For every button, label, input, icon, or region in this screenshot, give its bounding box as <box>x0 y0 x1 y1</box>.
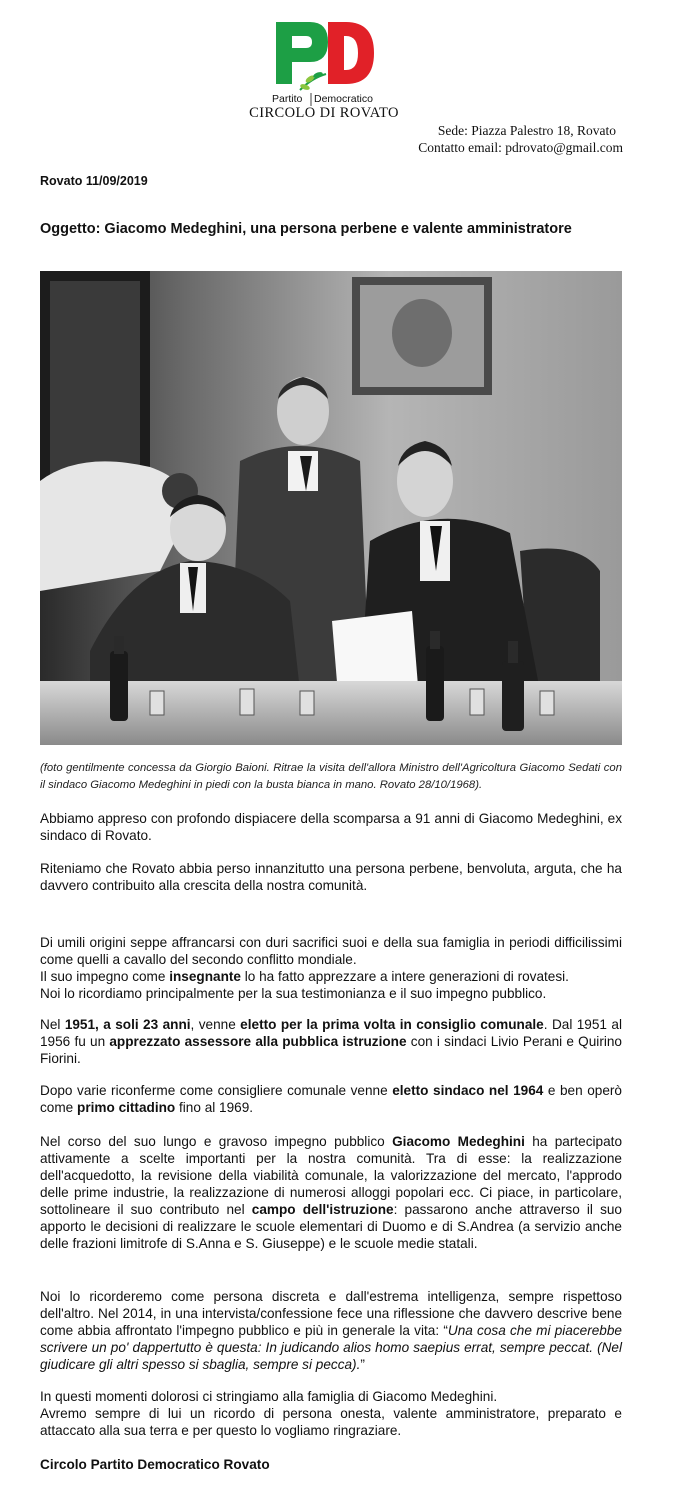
momenti-line2: Avremo sempre di lui un ricordo di persona onesta, valente amministratore, preparato e attaccato alla sua terra e per questo lo vogliamo ringraziare. <box>40 1406 622 1438</box>
paragraph-riteniamo: Riteniamo che Rovato abbia perso innanzitutto una persona perbene, benvoluta, arguta, che ha davvero contribuito alla crescita della nostra comunità. <box>40 861 622 893</box>
logo-text-partito: Partito <box>272 93 303 105</box>
caption-text: foto gentilmente concessa da Giorgio Baioni. Ritrae la visita dell'allora Ministro dell'Agricoltura Giacomo Sedati con il sindaco Giacomo Medeghini in piedi con la busta bianca in mano. Rovato 28/10/1968 <box>40 762 622 791</box>
caption-open: ( <box>40 762 44 774</box>
origini-line1: Di umili origini seppe affrancarsi con duri sacrifici suoi e della sua famiglia in periodi difficilissimi come quelli a cavallo del secondo conflitto mondiale. <box>40 935 622 967</box>
paragraph-momenti <box>40 1388 622 1439</box>
date-line: Rovato 11/09/2019 <box>40 174 148 188</box>
subject-line: Oggetto: Giacomo Medeghini, una persona perbene e valente amministratore <box>40 221 572 237</box>
origini-line3: Noi lo ricordiamo principalmente per la sua testimonianza e il suo impegno pubblico. <box>40 986 547 1001</box>
paragraph-riconferme: Dopo varie riconferme come consigliere comunale venne eletto sindaco nel 1964 e ben operò come primo cittadino fino al 1969. <box>40 1083 622 1115</box>
circolo-name: CIRCOLO DI ROVATO <box>249 105 399 121</box>
logo-text-democratico: Democratico <box>314 93 373 105</box>
momenti-line1: In questi momenti dolorosi ci stringiamo alla famiglia di Giacomo Medeghini. <box>40 1389 498 1404</box>
paragraph-appreso: Abbiamo appreso con profondo dispiacere della scomparsa a 91 anni di Giacomo Medeghini, ex sindaco di Rovato. <box>40 811 622 843</box>
paragraph-1951: Nel 1951, a soli 23 anni, venne eletto per la prima volta in consiglio comunale. Dal 1951 al 1956 fu un apprezzato assessore alla pubblica istruzione con i sindaci Livio Perani e Quirino Fiorini. <box>40 1017 622 1066</box>
historical-photo <box>40 271 622 745</box>
pd-logo-graphic <box>270 18 380 110</box>
paragraph-origini <box>40 934 622 1002</box>
paragraph-corso: Nel corso del suo lungo e gravoso impegno pubblico Giacomo Medeghini ha partecipato attivamente a scelte importanti per la nostra comunità. Tra di esse: la realizzazione dell'acquedotto, la revisione della viabilità comunale, la valorizzazione del mercato, l'approdo delle prime industrie, la realizzazione di numerosi alloggi popolari ecc. Ci piace, in particolare, sottolineare il suo contributo nel campo dell'istruzione: passarono anche attraverso il suo apporto le decisioni di realizzare le scuole elementari di Duomo e di S.Andrea (a servizio anche delle frazioni limitrofe di S.Anna e S. Giuseppe) e le scuole medie statali. <box>40 1134 623 1251</box>
contact-email: Contatto email: pdrovato@gmail.com <box>418 140 623 155</box>
paragraph-ricorderemo: Noi lo ricorderemo come persona discreta e dall'estrema intelligenza, sempre rispettoso dell'altro. Nel 2014, in una intervista/confessione fece una riflessione che davvero descrive bene come abbia affrontato l'impegno pubblico e più in generale la vita: “Una cosa che mi piacerebbe scrivere un po' dappertutto è questa: In judicando alios homo saepius errat, sempre peccat. (Nel giudicare gli altri spesso si sbaglia, sempre si pecca).” <box>40 1289 622 1372</box>
sede-address: Sede: Piazza Palestro 18, Rovato <box>437 123 616 138</box>
photo-illustration <box>40 271 622 745</box>
caption-close: ). <box>475 778 483 791</box>
photo-caption <box>40 760 622 793</box>
origini-line2: Il suo impegno come insegnante lo ha fatto apprezzare a intere generazioni di rovatesi. <box>40 969 569 984</box>
logo-letter-d <box>328 22 374 84</box>
pd-logo <box>270 18 380 110</box>
signature: Circolo Partito Democratico Rovato <box>40 1457 270 1472</box>
